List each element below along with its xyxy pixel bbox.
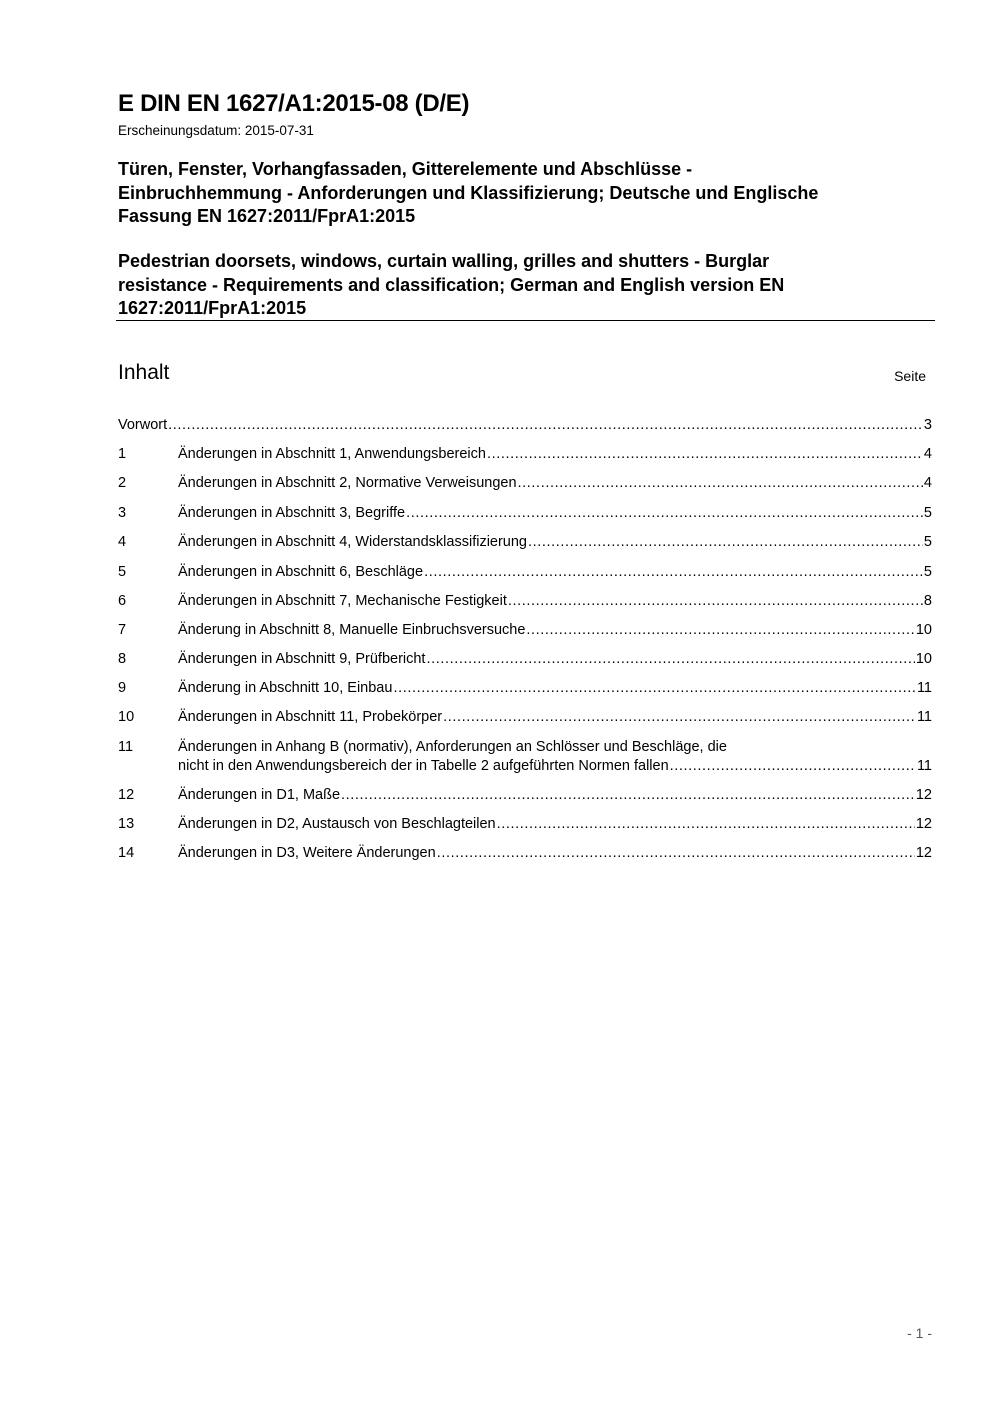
toc-entry-number: 14 (118, 845, 135, 861)
title-german-line: Einbruchhemmung - Anforderungen und Klassifizierung; Deutsche und Englische (118, 182, 819, 203)
toc-leader-dots (507, 591, 923, 611)
toc-entry-number: 12 (118, 787, 135, 803)
toc-entry-text: Vorwort (118, 417, 168, 433)
toc-entry-number: 9 (118, 680, 127, 696)
toc-entry-number: 6 (118, 593, 127, 609)
toc-entry[interactable] (118, 473, 932, 493)
toc-entry-page: 5 (923, 534, 932, 550)
toc-entry-page: 11 (916, 680, 932, 696)
title-german-line: Fassung EN 1627:2011/FprA1:2015 (118, 206, 416, 226)
toc-entry-page: 8 (923, 593, 932, 609)
toc-entry[interactable] (118, 785, 932, 805)
toc-leader-dots (486, 444, 923, 464)
toc-entry-page: 10 (915, 651, 932, 667)
toc-entry[interactable] (118, 649, 932, 669)
toc-entry-number: 5 (118, 564, 127, 580)
toc-leader-dots (517, 473, 923, 493)
toc-entry[interactable] (118, 843, 932, 863)
toc-heading: Inhalt (118, 361, 170, 384)
toc-entry-number: 4 (118, 534, 127, 550)
toc-entry[interactable] (118, 503, 932, 523)
toc-leader-dots (527, 532, 923, 552)
title-german (118, 158, 938, 229)
toc-entry-text: Änderung in Abschnitt 8, Manuelle Einbruchsversuche (178, 622, 526, 638)
toc-entry-text: Änderungen in D1, Maße (178, 787, 341, 803)
toc-entry-number: 7 (118, 622, 127, 638)
toc-leader-dots (425, 649, 914, 669)
toc-entry-number: 3 (118, 505, 127, 521)
toc-entry-foreword[interactable] (118, 415, 932, 435)
toc-entry-page: 4 (923, 475, 932, 491)
toc-entry-first-line[interactable] (118, 737, 932, 757)
toc-entry-page: 12 (915, 816, 932, 832)
toc-leader-dots (496, 814, 915, 834)
toc-entry-page: 12 (915, 845, 932, 861)
toc-entry-text: Änderungen in Abschnitt 9, Prüfbericht (178, 651, 426, 667)
toc-leader-dots (405, 503, 923, 523)
toc-entry-number: 2 (118, 475, 127, 491)
toc-entry-text: Änderungen in Abschnitt 11, Probekörper (178, 709, 443, 725)
toc-entry[interactable] (118, 678, 932, 698)
toc-entry-text: Änderungen in D2, Austausch von Beschlagteilen (178, 816, 496, 832)
title-english-line: Pedestrian doorsets, windows, curtain walling, grilles and shutters - Burglar (118, 251, 770, 271)
toc-entry[interactable] (118, 620, 932, 640)
publication-date: Erscheinungsdatum: 2015-07-31 (118, 123, 314, 138)
document-id: E DIN EN 1627/A1:2015-08 (D/E) (118, 90, 470, 117)
toc-leader-dots (442, 707, 916, 727)
toc-leader-dots (525, 620, 914, 640)
toc-entry-number: 8 (118, 651, 127, 667)
toc-entry[interactable] (118, 707, 932, 727)
toc-leader-dots (423, 562, 923, 582)
toc-leader-dots (392, 678, 916, 698)
page-number: - 1 - (907, 1325, 932, 1341)
toc-entry-text: Änderungen in Abschnitt 4, Widerstandsklassifizierung (178, 534, 527, 550)
toc-entry-text: Änderungen in Anhang B (normativ), Anforderungen an Schlösser und Beschläge, die (178, 739, 727, 755)
toc-entry-text: Änderungen in Abschnitt 2, Normative Verweisungen (178, 475, 517, 491)
toc-entry-page: 11 (916, 709, 932, 725)
toc-entry-text: Änderung in Abschnitt 10, Einbau (178, 680, 393, 696)
toc-entry-text: Änderungen in Abschnitt 7, Mechanische Festigkeit (178, 593, 507, 609)
toc-entry-page: 4 (923, 446, 932, 462)
toc-entry-number: 13 (118, 816, 135, 832)
toc-entry-page: 3 (923, 417, 932, 433)
toc-entry-number: 1 (118, 446, 127, 462)
title-english (118, 250, 938, 321)
toc-entry[interactable] (118, 444, 932, 464)
toc-entry-text: Änderungen in Abschnitt 1, Anwendungsbereich (178, 446, 486, 462)
toc-entry[interactable] (118, 562, 932, 582)
toc-entry-page: 12 (915, 787, 932, 803)
toc-entry[interactable] (118, 814, 932, 834)
toc-entry-page: 5 (923, 505, 932, 521)
toc-entry-page: 5 (923, 564, 932, 580)
toc-page-column-label: Seite (894, 368, 926, 384)
toc-entry-page: 10 (915, 622, 932, 638)
title-german-line: Türen, Fenster, Vorhangfassaden, Gitterelemente und Abschlüsse - (118, 159, 693, 179)
header-divider (116, 320, 935, 321)
toc-entry-continuation[interactable] (118, 756, 932, 776)
toc-entry-text: Änderungen in Abschnitt 3, Begriffe (178, 505, 406, 521)
title-english-line: 1627:2011/FprA1:2015 (118, 298, 307, 318)
toc-entry-text: Änderungen in D3, Weitere Änderungen (178, 845, 436, 861)
title-english-line: resistance - Requirements and classification; German and English version EN (118, 274, 785, 295)
toc-entry-text: nicht in den Anwendungsbereich der in Tabelle 2 aufgeführten Normen fallen (178, 758, 669, 774)
toc-entry[interactable] (118, 591, 932, 611)
toc-leader-dots (340, 785, 915, 805)
toc-entry[interactable] (118, 532, 932, 552)
toc-leader-dots (167, 415, 923, 435)
toc-leader-dots (669, 756, 916, 776)
toc-entry-text: Änderungen in Abschnitt 6, Beschläge (178, 564, 424, 580)
toc-entry-number: 11 (118, 739, 134, 755)
toc-entry-page: 11 (916, 758, 932, 774)
toc-leader-dots (436, 843, 915, 863)
toc-entry-number: 10 (118, 709, 135, 725)
